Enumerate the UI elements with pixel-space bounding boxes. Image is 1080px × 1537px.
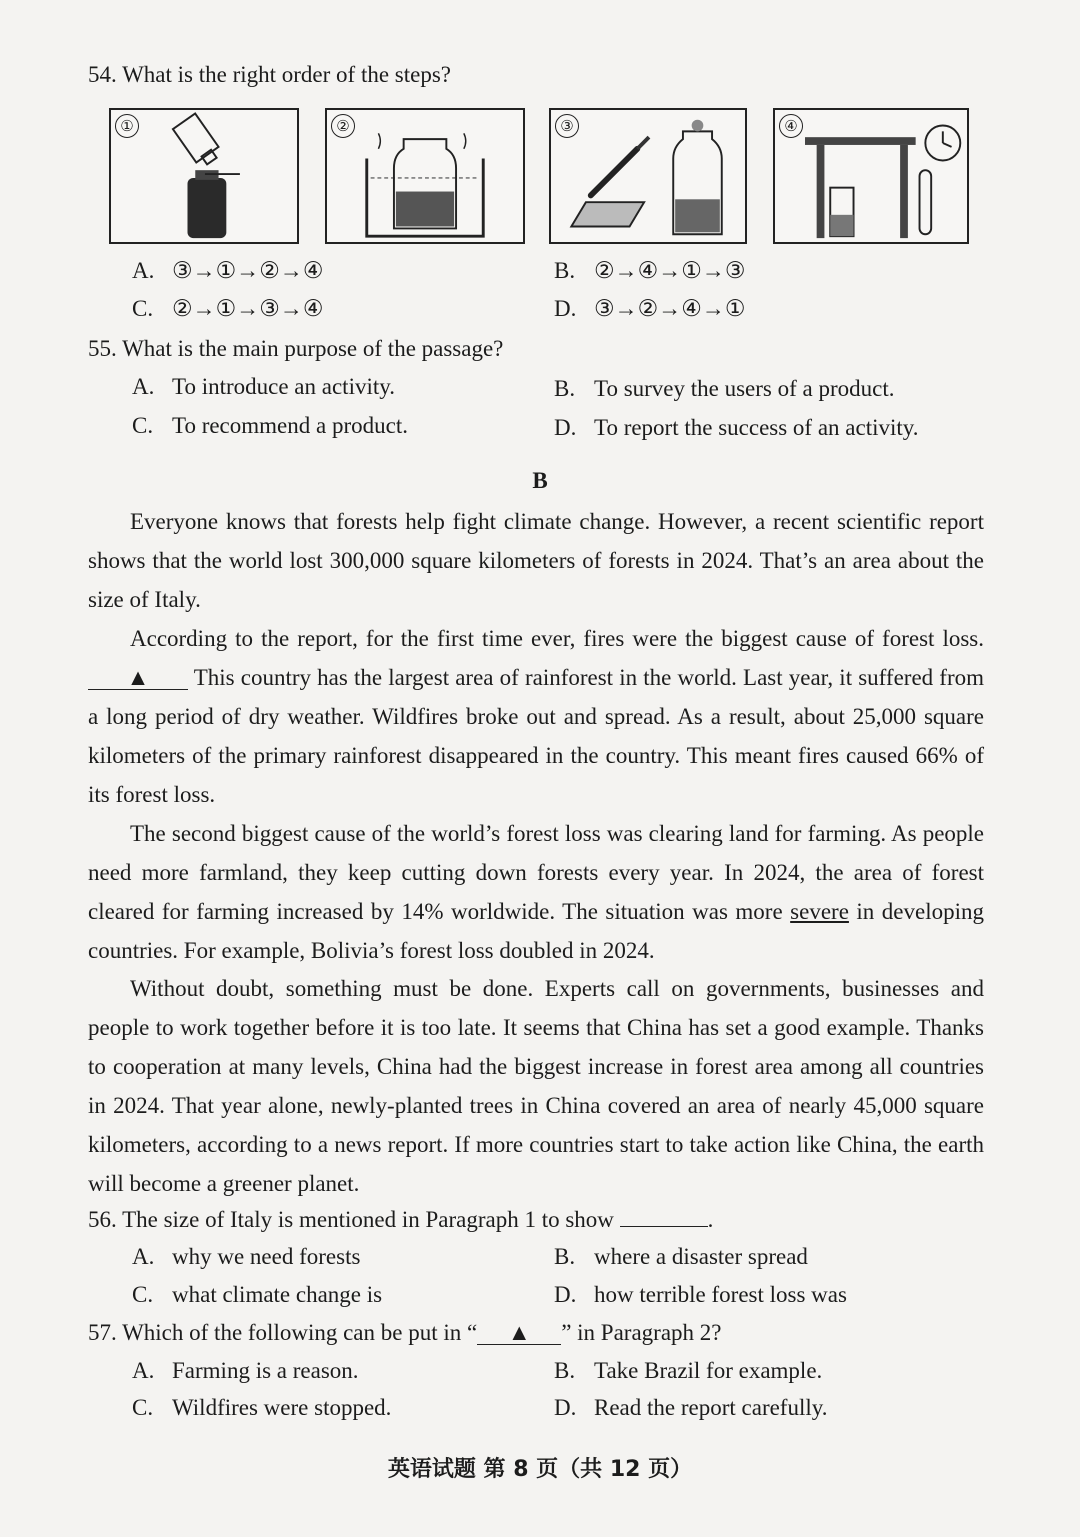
option-letter: A. [132, 1358, 155, 1383]
option-text: ③→①→②→④ [172, 258, 324, 283]
option-letter: B. [554, 376, 576, 401]
option-text: ②→④→①→③ [594, 258, 746, 283]
underlined-word: severe [790, 899, 849, 924]
option-letter: B. [554, 258, 576, 283]
question-57-stem [88, 1318, 722, 1348]
q57-blank: ▲ [477, 1322, 561, 1345]
option-text: To recommend a product. [172, 413, 408, 438]
option-text: ②→①→③→④ [172, 296, 324, 321]
option-text: Take Brazil for example. [594, 1358, 823, 1383]
question-56-stem [88, 1204, 713, 1235]
q54-option-d[interactable] [554, 294, 745, 324]
step-4-number: ④ [779, 114, 803, 138]
option-letter: D. [554, 415, 577, 440]
q54-option-c[interactable] [132, 294, 323, 324]
question-54-stem: 54. What is the right order of the steps? [88, 62, 452, 87]
step-3-picture [549, 108, 747, 244]
option-text: To survey the users of a product. [594, 376, 895, 401]
step-2-number: ② [331, 114, 355, 138]
option-letter: A. [132, 374, 155, 399]
q56-answer-blank [620, 1204, 708, 1227]
q54-option-a[interactable] [132, 256, 323, 286]
option-letter: B. [554, 1244, 576, 1269]
option-text: Read the report carefully. [594, 1395, 828, 1420]
option-letter: B. [554, 1358, 576, 1383]
option-text: what climate change is [172, 1282, 383, 1307]
step-1-number: ① [115, 114, 139, 138]
q56-option-d[interactable] [554, 1280, 847, 1310]
q56-option-a[interactable] [132, 1242, 360, 1272]
option-letter: C. [132, 413, 154, 438]
option-text: To introduce an activity. [172, 374, 395, 399]
q55-option-a[interactable] [132, 372, 395, 402]
option-letter: C. [132, 1282, 154, 1307]
option-text: where a disaster spread [594, 1244, 808, 1269]
step-4-picture [773, 108, 969, 244]
q57-option-d[interactable] [554, 1393, 828, 1423]
q57-option-b[interactable] [554, 1356, 822, 1386]
option-letter: A. [132, 258, 155, 283]
step-3-number: ③ [555, 114, 579, 138]
q57-option-c[interactable] [132, 1393, 391, 1423]
storage-cabinet-illustration [775, 110, 967, 242]
q56-option-c[interactable] [132, 1280, 382, 1310]
passage-paragraph-3 [88, 814, 984, 970]
step-1-picture [109, 108, 299, 244]
option-letter: A. [132, 1244, 155, 1269]
question-55-stem: 55. What is the main purpose of the passage? [88, 336, 504, 361]
step-2-picture [325, 108, 525, 244]
section-title: B [532, 468, 548, 493]
q57-option-a[interactable] [132, 1356, 359, 1386]
option-text: how terrible forest loss was [594, 1282, 847, 1307]
option-letter: C. [132, 296, 154, 321]
q55-option-b[interactable] [554, 374, 895, 404]
paragraph-2-blank: ▲ [88, 667, 188, 690]
paragraph-3-text-before: The second biggest cause of the world’s forest loss was clearing land for farming. As people need more farmland, they keep cutting down forests every year. In 2024, the area of forest cleared for farming increased by 14% worldwide. The situation was more [88, 821, 984, 924]
option-letter: D. [554, 1395, 577, 1420]
option-letter: D. [554, 296, 577, 321]
q55-option-c[interactable] [132, 411, 408, 441]
passage-paragraph-4: Without doubt, something must be done. Experts call on governments, businesses and people to work together before it is too late. It seems that China has set a good example. Thanks to cooperation at many levels, China had the biggest increase in forest area among all countries in 2024. That year alone, newly-planted trees in China covered an area of nearly 45,000 square kilometers, according to a news report. If more countries start to take action like China, the earth will become a greener planet. [88, 976, 984, 1196]
option-letter: D. [554, 1282, 577, 1307]
q57-stem-after: ” in Paragraph 2? [561, 1320, 722, 1345]
paragraph-2-text-before-blank: According to the report, for the first time ever, fires were the biggest cause of forest loss. [130, 626, 984, 651]
q55-option-d[interactable] [554, 413, 919, 443]
water-bath-illustration [327, 110, 523, 242]
paragraph-3-text-after: in developing countries. For example, Bolivia’s forest loss doubled in 2024. [88, 899, 985, 963]
q56-option-b[interactable] [554, 1242, 808, 1272]
option-text: why we need forests [172, 1244, 361, 1269]
q54-option-b[interactable] [554, 256, 745, 286]
passage-paragraph-2 [88, 619, 984, 814]
option-text: To report the success of an activity. [594, 415, 919, 440]
q56-stem-end: . [707, 1207, 714, 1232]
chop-and-jar-illustration [551, 110, 745, 242]
q57-stem-before: 57. Which of the following can be put in “ [88, 1320, 478, 1345]
option-letter: C. [132, 1395, 154, 1420]
paragraph-2-text-after-blank: This country has the largest area of rainforest in the world. Last year, it suffered from a long period of dry weather. Wildfires broke out and spread. As a result, about 25,000 square kilometers of the primary rainforest disappeared in the country. This meant fires caused 66% of its forest loss. [88, 665, 985, 807]
option-text: ③→②→④→① [594, 296, 746, 321]
page-footer: 英语试题 第 8 页（共 12 页） [387, 1457, 693, 1482]
pour-bottle-illustration [111, 110, 297, 242]
q56-stem-text: 56. The size of Italy is mentioned in Paragraph 1 to show [88, 1207, 614, 1232]
passage-paragraph-1: Everyone knows that forests help fight climate change. However, a recent scientific report shows that the world lost 300,000 square kilometers of forests in 2024. That’s an area about the size of Italy. [88, 509, 984, 612]
option-text: Wildfires were stopped. [172, 1395, 392, 1420]
option-text: Farming is a reason. [172, 1358, 359, 1383]
